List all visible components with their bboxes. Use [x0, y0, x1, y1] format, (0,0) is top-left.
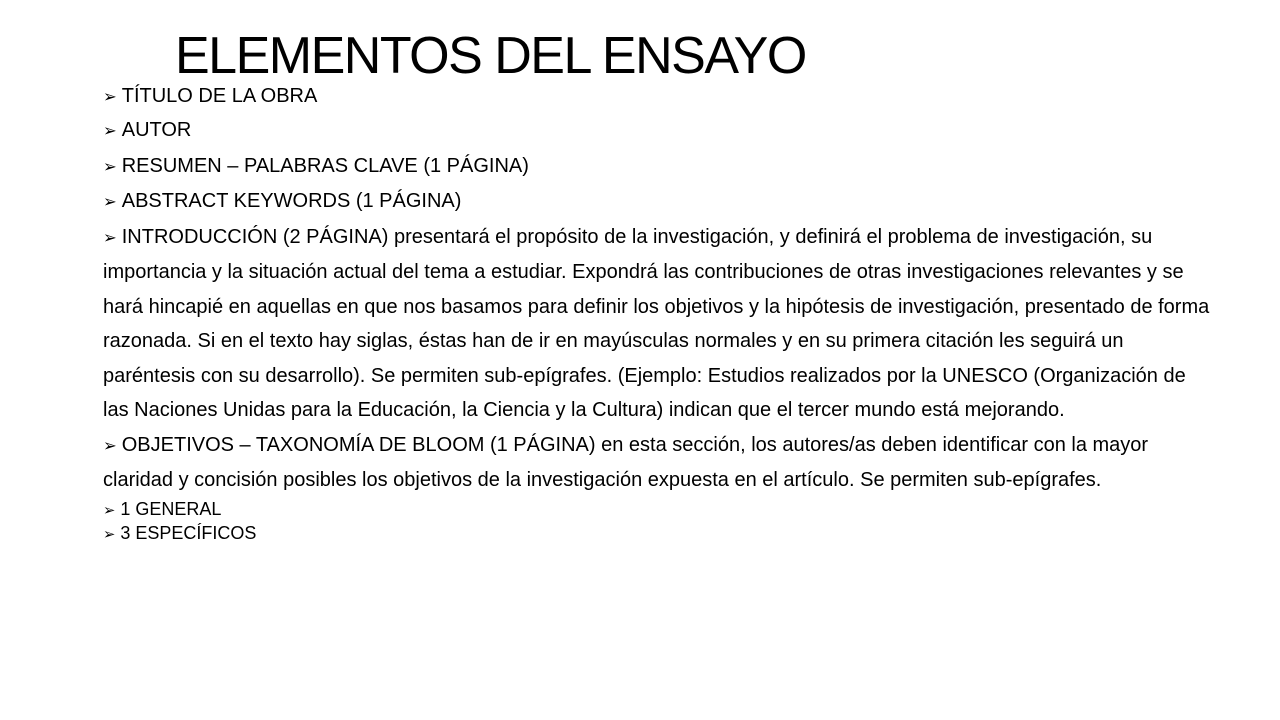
arrowhead-bullet-icon: ➢	[103, 156, 117, 176]
arrowhead-bullet-icon: ➢	[103, 121, 117, 140]
slide-title: ELEMENTOS DEL ENSAYO	[175, 27, 806, 85]
list-item-autor	[103, 113, 1213, 149]
arrowhead-bullet-icon: ➢	[103, 192, 117, 211]
item-heading: 3 ESPECÍFICOS	[120, 522, 257, 543]
item-heading: RESUMEN – PALABRAS CLAVE (1 PÁGINA)	[121, 154, 529, 177]
item-heading: OBJETIVOS – TAXONOMÍA DE BLOOM (1 PÁGINA)	[121, 433, 596, 456]
item-heading: 1 GENERAL	[120, 498, 222, 519]
list-item-objetivos	[103, 428, 1213, 498]
item-description: en esta sección, los autores/as deben identificar con la mayor claridad y concisión posibles los objetivos de la investigación expuesta en el artículo. Se permiten sub-epígrafes.	[103, 433, 1149, 491]
arrowhead-bullet-icon: ➢	[103, 501, 116, 519]
arrowhead-bullet-icon: ➢	[103, 435, 117, 455]
item-heading: AUTOR	[121, 119, 192, 141]
item-heading: INTRODUCCIÓN (2 PÁGINA)	[121, 225, 389, 248]
arrowhead-bullet-icon: ➢	[103, 525, 116, 543]
list-item-resumen	[103, 149, 1213, 185]
bullet-list	[103, 80, 1213, 546]
item-heading: ABSTRACT KEYWORDS (1 PÁGINA)	[121, 190, 462, 212]
list-item-abstract	[103, 184, 1213, 220]
list-item-especificos	[103, 522, 1213, 546]
item-description: presentará el propósito de la investigación, y definirá el problema de investigación, su importancia y la situación actual del tema a estudiar. Expondrá las contribuciones de otras investigaciones relevantes y se hará hincapié en aquellas en que nos basamos para definir los objetivos y la hipótesis de investigación, presentado de forma razonada. Si en el texto hay siglas, éstas han de ir en mayúsculas normales y en su primera citación les seguirá un paréntesis con su desarrollo). Se permiten sub-epígrafes. (Ejemplo: Estudios realizados por la UNESCO (Organización de las Naciones Unidas para la Educación, la Ciencia y la Cultura) indican que el tercer mundo está mejorando.	[103, 225, 1210, 421]
item-heading: TÍTULO DE LA OBRA	[121, 85, 318, 107]
arrowhead-bullet-icon: ➢	[103, 87, 117, 106]
arrowhead-bullet-icon: ➢	[103, 227, 117, 247]
list-item-general	[103, 498, 1213, 522]
list-item-introduccion	[103, 220, 1213, 428]
list-item-titulo	[103, 80, 1213, 113]
